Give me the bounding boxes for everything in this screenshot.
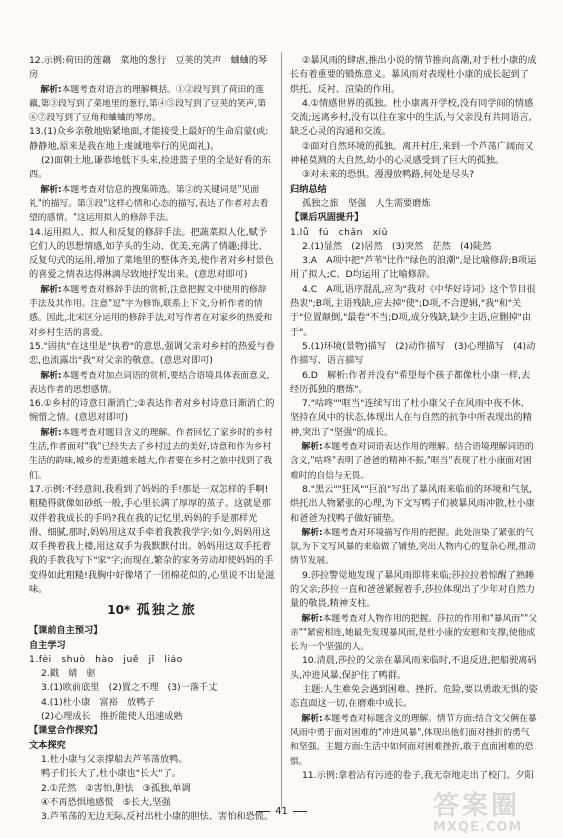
analysis-paragraph — [29, 283, 275, 340]
analysis-label: 解析: — [301, 613, 323, 624]
answer-text: ④不再恐惧地感慌 ⑤长大,坚强 — [40, 796, 171, 808]
answer-text: 10.清晨,莎拉的父亲在暴风雨来临时,不退反进,把船驶离码头,冲进风暴,保护住了鸭群。 — [290, 655, 537, 681]
answer-text: 2.(1)显然 (2)居然 (3)突然 茫然 (4)陡然 — [301, 240, 492, 252]
right-column — [290, 54, 538, 783]
section-heading: 文本探究 — [29, 739, 66, 751]
answer-text: 主题:人生难免会遇到困难、挫折、危险,要以勇敢无惧的姿态直面这一切,在磨难中成长。 — [290, 684, 538, 710]
answer-text: 7."咕咚""哐当"连续写出了杜小康父子在风雨中夜不休、坚持在风中的状态,体现出人在与自然的抗争中所表现出的精神,突出了"坚强"的成长。 — [290, 398, 532, 438]
analysis-label: 解析: — [40, 84, 62, 95]
answer-text: ②面对自然环境的孤独。离开村庄,来到一个芦荡广阔而又神秘莫测的大自然,幼小的心灵感受到了巨大的孤独。 — [290, 140, 534, 167]
answer-text: (2)心理成长 推折能使人迅速成熟 — [40, 711, 183, 723]
answer-text: 11.示例:拿着沾有污迹的卷子,我无奈地走出了校门。夕阳 — [301, 769, 534, 781]
lesson-title — [29, 599, 275, 622]
analysis-text: 本题考查对信息的搜集筛选。第②的关键词是"见面礼"的描写。第③段"这样心情和心态的描写,表达了作者对去看望的感情。"这运用拟人的修辞手法。 — [29, 184, 269, 224]
analysis-paragraph — [290, 712, 538, 769]
answer-text: ③对未来的恐惧。漫漫放鸭路,何处是尽头? — [301, 169, 475, 181]
watermark-url: MXQE.COM — [433, 820, 523, 835]
analysis-text: 本题考查对题目含义的理解。作者回忆了家乡时的乡村生活,作者面对"我"已经失去了乡村过去的美好,诗意和作为乡村生活的韵味,城乡的差距越来越大,作者要在乡村之旅中找到了我们。 — [29, 427, 273, 481]
answer-item: 13.(1)众乡亲敬地贴紧地面,才能接受上最好的生命启蒙(或:静静地,原来是我在地上虔诚地举行的见面礼)。 — [29, 126, 269, 152]
analysis-text: 本题考查对语言的理解概括。①②段写到了荷田的莲藕,第③段写到了菜地里的葱行,第④⑤段写到了豆荚的笑声,第⑥⑦段写到了豆角和蛐蛐的琴房。 — [29, 84, 267, 124]
analysis-paragraph — [29, 83, 275, 126]
answer-text: 4.(1)杜小康 富裕 放鸭子 — [40, 696, 155, 708]
answer-text: (2)面朝土地,谦恭地低下头来,捡进篮子里的全是好看的东西。 — [29, 155, 272, 181]
column-divider — [281, 52, 282, 810]
watermark-text: 答案圈 — [433, 791, 521, 821]
right-answers — [290, 54, 538, 783]
analysis-paragraph — [29, 369, 275, 398]
answer-text: 2.戳 婧 驱 — [40, 668, 96, 680]
answer-text: 3.芦苇荡的无边无际,反衬出杜小康的胆怯、害怕和恐慌。 — [40, 811, 274, 823]
lesson-answers — [29, 624, 275, 824]
answer-text: 孤独之旅 坚强 人生需要磨炼 — [301, 197, 431, 209]
section-heading: 【课前自主预习】 — [29, 625, 103, 637]
analysis-text: 本题考查对加点词语的赏析,要结合语境具体表面意义,表达作者的思想感情。 — [29, 370, 270, 395]
pinyin-answer: 1.fèi shuò hào juě jǐ liáo — [29, 653, 183, 665]
answer-item: 17.示例:不经意间,我看到了妈妈的手!那是一双怎样的手啊!粗糙得就像如砂纸一般,手心里长满了厚厚的茧子。这就是那双伴着我成长的手吗?我在我的记忆里,妈妈的手是那样光滑、细腻,那时,妈妈用这双手牵着我教我学字;如今,妈妈用这双手搀着我上楼,用这双手为我默默付出。妈妈用这双手托着我的手教我写下"家"字;而现在,繁杂的家务劳动却使妈妈的手变得如此粗糙!我胸中好像堵了一团棉花似的,心里说不出是滋味。 — [29, 483, 275, 595]
analysis-text: 本题考查对标题含义的理解。情节方面:结合文父俩在暴风雨中勇于面对困难的"冲进风暴",体现出他们面对挫折的勇气和坚强。主题方面:生活中如何面对困难挫折,敢于直面困难的恐惧。 — [290, 713, 537, 767]
lesson-name: 孤独之旅 — [136, 603, 197, 619]
answer-item: 16.①乡村的诗意日渐消亡;②表达作者对乡村诗意日渐消亡的惋惜之情。(意思对即可) — [29, 398, 275, 424]
analysis-paragraph — [290, 612, 538, 655]
lesson-number: 10* — [107, 603, 131, 618]
answer-text: 3.A A项中把"芦苇"比作"绿色的浪潮",是比喻修辞;B项运用了拟人;C、D均运用了比喻修辞。 — [290, 255, 537, 281]
answer-text: 4.C A项,语序混乱,应为"我对《中华好诗词》这个节目很热衷";B项,主语残缺,应去掉"使";D项,不合逻辑,"我"和"关于"位置颠倒,"最卷"不当;D项,成分残缺,缺少主语,应删掉"由于"。 — [290, 283, 536, 338]
answer-text: 5.(1)环境(景物)描写 (2)动作描写 (3)心理描写 (4)动作描写、语言描写 — [290, 340, 536, 367]
answer-text: 鸭子们长大了,杜小康也"长大"了。 — [40, 768, 181, 780]
section-heading: 自主学习 — [29, 639, 66, 651]
section-heading: 【课堂合作探究】 — [29, 725, 103, 737]
answer-text: 8."黑云""狂风""巨浪"写出了暴风雨来临前的环境和气氛,烘托出人物紧张的心理,为下文写鸭子们被暴风雨冲散,杜小康和爸爸为找鸭子做好铺垫。 — [290, 483, 535, 524]
section-heading: 归纳总结 — [290, 183, 327, 195]
analysis-paragraph — [290, 526, 538, 569]
analysis-text: 本题考查对修辞手法的赏析,注意把握文中使用的修辞手法及其作用。注意"逗"字为修饰,联系上下文,分析作者的情感。因此,北宋区分运用的修辞手法,对写作者在对家乡的热爱和对乡村生活的喜爱。 — [29, 284, 273, 338]
answer-text: 1.杜小康与父亲撑船去芦苇荡放鸭。 — [40, 753, 188, 765]
analysis-label: 解析: — [301, 527, 323, 538]
answer-text: ②暴风雨的肆虐,推出小说的情节推向高潮,对于杜小康的成长有着重要的锻炼意义。暴风雨对表现杜小康的成长起到了烘托、反衬、渲染的作用。 — [290, 55, 537, 95]
answer-text: 9.莎拉警觉地发现了暴风雨即将来临;莎拉拉着惊醒了熟睡的父亲;莎拉一直和爸爸紧握着手,莎拉体现出了少年对自然力量的敬畏,精神支柱。 — [290, 569, 535, 610]
pinyin-answer: 1.lǚ fú chǎn xiǔ — [290, 226, 388, 238]
left-column — [29, 54, 275, 824]
analysis-text: 本题考查对词语表达作用的理解。结合语境理解词语的含义,"咕咚"表明了爸爸的精神不振,"哐当"表现了杜小康面对困难时的自信与无畏。 — [290, 442, 534, 481]
answer-text: 4.①情感世界的孤独。杜小康离开学校,没有同学间的情感交流;远离乡村,没有以往在家中的生活,与父亲没有共同语言,缺乏心灵的沟通和交流。 — [290, 97, 534, 138]
analysis-text: 本题考查对人物作用的把握。莎拉的作用和"暴风雨""父亲""紧密相连,她最先发现暴风雨,是杜小康的安慰和支撑,使他成长为一个坚强的人。 — [290, 613, 538, 653]
answer-text: 6.D 解析:作者并没有"希望每个孩子都像杜小康一样,去经历孤独的磨炼"。 — [290, 369, 531, 395]
analysis-paragraph — [29, 183, 275, 226]
analysis-label: 解析: — [40, 284, 62, 295]
analysis-label: 解析: — [40, 427, 62, 438]
answer-item: 15."固执"在这里是"执着"的意思,强调父亲对乡村的热爱与眷恋,也流露出"我"对父亲的敬意。(意思对即可) — [29, 340, 275, 367]
analysis-label: 解析: — [40, 184, 62, 195]
page-number: 41 — [275, 806, 288, 817]
answer-text: 3.(1)欧前底里 (2)置之不理 (3)一落千丈 — [40, 682, 218, 694]
analysis-label: 解析: — [301, 713, 323, 724]
analysis-paragraph — [29, 426, 275, 483]
section-heading: 【课后巩固提升】 — [290, 212, 364, 224]
analysis-text: 本题考查对环境描写作用的把握。此处渲染了紧张的气氛,为下文写风暴的来临做了铺垫,突出人物内心的复杂心理,推动情节发展。 — [290, 527, 536, 567]
answer-item: 14.运用拟人、拟人和反复的修辞手法。把蔬菜拟人化,赋予它们人的思想情感,如芋头的生动、优美,充满了情趣;排比、反复句式的运用,增加了菜地里的整体齐美,使作者对乡村景色的喜爱之情表达得淋漓尽致地抒发出来。(意思对即可) — [29, 226, 274, 281]
answer-item: 12.示例:荷田的莲藕 菜地的葱行 豆荚的笑声 蛐蛐的琴房 — [29, 55, 268, 81]
watermark-logo — [433, 792, 553, 834]
analysis-label: 解析: — [301, 442, 323, 453]
analysis-paragraph — [290, 440, 538, 483]
answer-text: 2.①茫然 ②害怕,胆怯 ③孤独,单调 — [40, 782, 191, 794]
analysis-label: 解析: — [40, 370, 62, 381]
left-answers — [29, 54, 275, 597]
